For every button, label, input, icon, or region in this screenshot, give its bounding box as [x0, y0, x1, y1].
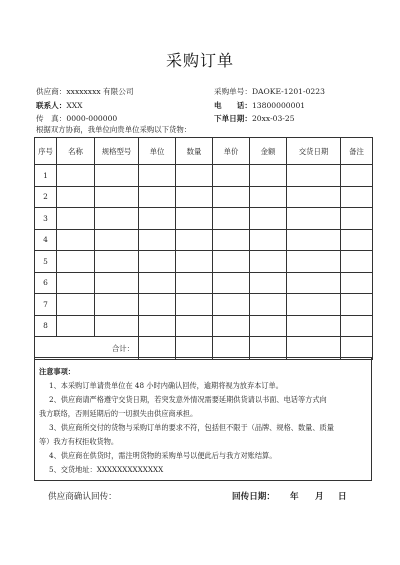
cell[interactable] [95, 315, 139, 337]
cell[interactable] [57, 165, 95, 187]
table-row [35, 315, 373, 337]
cell[interactable] [341, 208, 373, 230]
cell[interactable] [95, 229, 139, 251]
table-row [35, 251, 373, 273]
cell[interactable] [250, 229, 287, 251]
table-row [35, 208, 373, 230]
table-row [35, 165, 373, 187]
table-row [35, 272, 373, 294]
cell[interactable] [250, 251, 287, 273]
table-header-row [35, 138, 373, 165]
cell[interactable] [95, 294, 139, 316]
cell[interactable] [341, 251, 373, 273]
cell[interactable] [139, 272, 176, 294]
cell[interactable] [341, 229, 373, 251]
cell[interactable] [250, 315, 287, 337]
cell[interactable] [250, 165, 287, 187]
note-item: 3、供应商所交付的货物与采购订单的要求不符，包括但不限于（品牌、规格、数量、质量 [49, 423, 334, 432]
supplier-row [36, 87, 133, 97]
cell[interactable] [57, 208, 95, 230]
cell[interactable] [213, 208, 250, 230]
col-header-spec: 规格型号 [95, 138, 139, 165]
row-index: 7 [35, 294, 57, 316]
cell[interactable] [287, 165, 341, 187]
order-date-value: 20xx-03-25 [251, 114, 295, 123]
cell[interactable] [95, 208, 139, 230]
cell[interactable] [95, 186, 139, 208]
col-header-price: 单价 [213, 138, 250, 165]
row-index: 8 [35, 315, 57, 337]
row-index: 6 [35, 272, 57, 294]
cell[interactable] [213, 186, 250, 208]
supplier-confirm-label: 供应商确认回传： [48, 492, 117, 502]
cell[interactable] [287, 315, 341, 337]
table-row [35, 229, 373, 251]
cell[interactable] [95, 272, 139, 294]
col-header-remark: 备注 [341, 138, 373, 165]
cell[interactable] [95, 251, 139, 273]
cell[interactable] [139, 294, 176, 316]
row-index: 5 [35, 251, 57, 273]
note-item: 1、本采购订单请贵单位在 48 小时内确认回传，逾期将视为放弃本订单。 [49, 381, 283, 390]
return-date-day: 日 [338, 492, 347, 502]
row-index: 2 [35, 186, 57, 208]
cell[interactable] [287, 229, 341, 251]
cell[interactable] [341, 294, 373, 316]
intro-text: 根据双方协商，我单位向贵单位采购以下货物： [36, 125, 192, 134]
cell[interactable] [176, 186, 213, 208]
table-row [35, 294, 373, 316]
cell[interactable] [57, 315, 95, 337]
order-date-row [214, 114, 295, 124]
po-number-row [214, 87, 325, 97]
col-header-unit: 单位 [139, 138, 176, 165]
cell[interactable] [213, 294, 250, 316]
note-item: 4、供应商在供货时，需注明货物的采购单号以便此后与我方对账结算。 [49, 451, 277, 460]
cell[interactable] [287, 186, 341, 208]
cell[interactable] [57, 294, 95, 316]
fax-row [36, 114, 117, 124]
note-item: 我方联络，否则延期后的一切损失由供应商承担。 [39, 409, 198, 418]
cell[interactable] [213, 315, 250, 337]
col-header-delivery-date: 交货日期 [287, 138, 341, 165]
col-header-index: 序号 [35, 138, 57, 165]
cell[interactable] [341, 315, 373, 337]
col-header-name: 名称 [57, 138, 95, 165]
total-label: 合计： [35, 337, 139, 360]
cell[interactable] [139, 186, 176, 208]
return-date-month: 月 [315, 492, 324, 502]
cell[interactable] [250, 208, 287, 230]
cell[interactable] [57, 186, 95, 208]
cell[interactable] [176, 251, 213, 273]
row-index: 4 [35, 229, 57, 251]
cell[interactable] [176, 315, 213, 337]
table-row [35, 186, 373, 208]
po-number-value: DAOKE-1201-0223 [251, 87, 325, 96]
supplier-label: 供应商： [36, 87, 67, 96]
cell[interactable] [176, 229, 213, 251]
note-item: 等）我方有权拒收货物。 [39, 437, 119, 446]
cell[interactable] [250, 272, 287, 294]
cell[interactable] [213, 165, 250, 187]
cell[interactable] [287, 294, 341, 316]
phone-value: 13800000001 [251, 101, 306, 110]
items-table [34, 137, 373, 360]
cell[interactable] [250, 294, 287, 316]
col-header-qty: 数量 [176, 138, 213, 165]
cell[interactable] [139, 229, 176, 251]
note-item: 5、交货地址：XXXXXXXXXXXXX [49, 465, 164, 474]
col-header-amount: 金额 [250, 138, 287, 165]
cell[interactable] [57, 229, 95, 251]
cell[interactable] [213, 229, 250, 251]
note-item: 2、供应商请严格遵守交货日期，若突发意外情况需要延期供货请以书面、电话等方式向 [49, 395, 327, 404]
cell[interactable] [176, 208, 213, 230]
cell[interactable] [95, 165, 139, 187]
cell[interactable] [139, 315, 176, 337]
notes-box [34, 357, 372, 481]
row-index: 3 [35, 208, 57, 230]
phone-row [214, 101, 305, 111]
cell[interactable] [176, 294, 213, 316]
cell[interactable] [176, 272, 213, 294]
cell[interactable] [287, 251, 341, 273]
notes-title: 注意事项： [39, 367, 75, 376]
cell[interactable] [287, 208, 341, 230]
contact-value: XXX [66, 101, 83, 110]
cell[interactable] [341, 272, 373, 294]
po-number-label: 采购单号： [214, 87, 252, 96]
row-index: 1 [35, 165, 57, 187]
fax-value: 0000-000000 [66, 114, 118, 123]
supplier-value: xxxxxxxx 有限公司 [66, 87, 134, 96]
cell[interactable] [57, 272, 95, 294]
cell[interactable] [139, 251, 176, 273]
cell[interactable] [176, 165, 213, 187]
fax-label: 传 真： [36, 114, 67, 123]
phone-label: 电 话： [214, 101, 252, 110]
cell[interactable] [57, 251, 95, 273]
cell[interactable] [341, 165, 373, 187]
cell[interactable] [139, 165, 176, 187]
cell[interactable] [213, 272, 250, 294]
return-date-year: 年 [290, 492, 299, 502]
page-title: 采购订单 [165, 51, 234, 70]
cell[interactable] [287, 272, 341, 294]
contact-label: 联系人： [36, 101, 67, 110]
cell[interactable] [341, 186, 373, 208]
return-date-label: 回传日期： [232, 492, 275, 502]
contact-row [36, 101, 83, 111]
cell[interactable] [213, 251, 250, 273]
cell[interactable] [139, 208, 176, 230]
order-date-label: 下单日期： [214, 114, 252, 123]
cell[interactable] [250, 186, 287, 208]
